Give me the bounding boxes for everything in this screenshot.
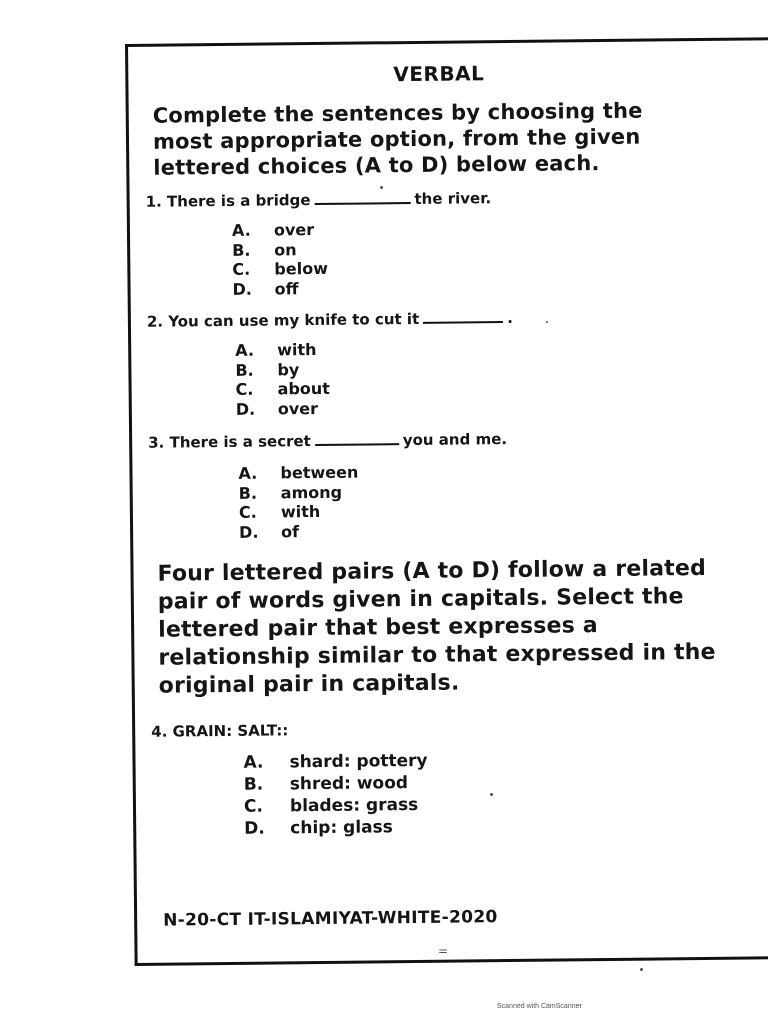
option-letter: D. [244,818,265,839]
question-4-options [243,750,428,840]
option-d [239,521,359,542]
option-text: over [277,398,319,418]
question-stem-text: you and me. [402,430,508,450]
instruction-line: original pair in capitals. [158,670,460,699]
option-text: over [273,220,315,240]
option-text: off [274,278,299,298]
option-text: chip: glass [290,817,393,839]
question-stem-text: 3. There is a secret [148,432,311,452]
option-text: shred: wood [289,773,409,795]
option-d [244,816,428,840]
option-b [239,482,359,503]
option-d [232,278,328,298]
question-2-stem [147,309,513,331]
question-3-options [238,463,359,542]
instruction-line: lettered choices (A to D) below each. [153,151,600,180]
option-a [232,220,328,240]
option-letter: B. [243,774,264,795]
option-letter: B. [235,360,254,380]
instruction-line: lettered pair that best expresses a [158,613,598,643]
question-stem-text: the river. [414,189,492,208]
option-a [238,463,358,484]
answer-blank [314,202,410,205]
option-letter: D. [239,522,259,542]
option-a [243,750,427,774]
option-c [232,259,328,279]
option-b [235,359,329,379]
option-d [236,398,330,418]
option-letter: D. [235,399,256,419]
footer-code: N-20-CT IT-ISLAMIYAT-WHITE-2020 [163,907,498,931]
option-text: on [274,239,297,259]
option-c [239,502,359,523]
option-letter: C. [243,796,264,817]
option-letter: B. [238,483,258,503]
option-b [232,239,328,259]
option-letter: C. [232,259,251,279]
option-text: below [274,258,329,279]
question-2-options [235,340,330,419]
scan-speck [380,186,383,189]
option-letter: A. [235,340,255,360]
option-c [244,794,428,818]
question-1-stem [146,189,492,211]
option-text: among [280,482,343,502]
option-text: about [277,378,330,399]
question-3-stem [148,430,507,452]
option-text: shard: pottery [289,750,428,773]
option-letter: A. [231,220,251,240]
question-stem-text: 4. GRAIN: SALT:: [151,721,289,741]
option-letter: D. [232,279,253,299]
option-text: with [280,501,321,522]
instruction-line: most appropriate option, from the given [152,124,641,154]
answer-blank [423,321,503,324]
answer-blank [315,443,399,446]
exam-sheet [125,37,768,966]
option-a [235,340,329,360]
option-text: with [277,340,317,360]
option-text: blades: grass [289,794,419,817]
question-stem-text: . [507,308,513,328]
question-stem-text: 1. There is a bridge [145,191,311,211]
option-text: by [277,359,300,379]
option-text: between [280,462,359,483]
scan-speck [640,968,643,971]
scan-speck [490,793,493,796]
option-letter: A. [243,752,264,773]
instruction-line: relationship similar to that expressed in the [158,639,716,671]
scanner-watermark: Scanned with CamScanner [497,1003,582,1010]
option-letter: A. [238,463,258,483]
option-b [244,772,428,796]
instruction-line: Complete the sentences by choosing the [152,98,643,128]
scan-speck [546,321,548,323]
option-c [236,379,330,399]
section-title: VERBAL [393,61,485,87]
instruction-line: pair of words given in capitals. Select the [157,584,684,615]
question-4-stem [151,721,288,740]
option-letter: C. [235,379,254,399]
option-letter: B. [232,240,251,260]
question-1-options [232,220,328,299]
instructions-analogy [157,555,716,701]
instruction-line: Four lettered pairs (A to D) follow a related [157,555,707,587]
option-letter: C. [238,502,257,522]
question-stem-text: 2. You can use my knife to cut it [146,309,420,331]
option-text: of [281,521,300,541]
instructions-sentence-completion [153,98,644,181]
page-mark: = [438,944,449,958]
